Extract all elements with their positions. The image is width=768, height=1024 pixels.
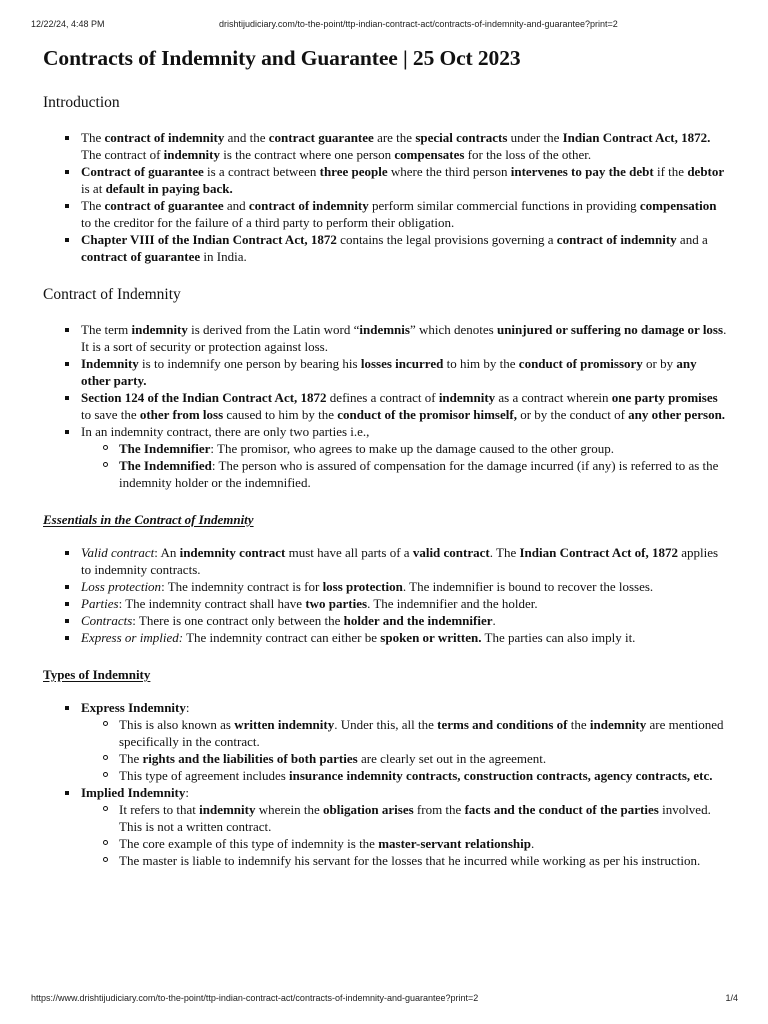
square-bullet-icon [65, 204, 69, 208]
circle-bullet-icon [103, 857, 108, 862]
bold-text: Implied Indemnity [81, 785, 186, 800]
square-bullet-icon [65, 602, 69, 606]
list-item-text [81, 164, 724, 196]
text-run: This type of agreement includes [119, 768, 290, 783]
bold-text: Indian Contract Act of, 1872 [519, 545, 678, 560]
text-run: are clearly set out in the agreement. [357, 751, 547, 766]
list-item-text [81, 579, 653, 594]
bold-text: compensates [394, 147, 465, 162]
bold-text: Express Indemnity [81, 700, 186, 715]
text-run: : [185, 785, 190, 800]
bold-text: indemnity contract [179, 545, 286, 560]
bold-text: Contract of guarantee [81, 164, 204, 179]
circle-bullet-icon [103, 755, 108, 760]
text-run: . The [489, 545, 520, 560]
text-run: and [223, 198, 249, 213]
square-bullet-icon [65, 362, 69, 366]
text-run: the [567, 717, 590, 732]
square-bullet-icon [65, 136, 69, 140]
bold-text: Section 124 of the Indian Contract Act, 1872 [81, 390, 327, 405]
text-run: : An [154, 545, 180, 560]
print-header [0, 19, 768, 33]
section-list-introduction [43, 129, 727, 265]
text-run: This is also known as [119, 717, 235, 732]
list-item-text [81, 130, 710, 162]
text-run: or by [642, 356, 677, 371]
bold-text: The Indemnified [119, 458, 212, 473]
section-heading-contract-of-indemnity: Contract of Indemnity [43, 286, 181, 303]
sub-bullet-list [81, 440, 727, 491]
bold-text: conduct of promissory [518, 356, 643, 371]
text-run: : The indemnity contract shall have [118, 596, 306, 611]
text-run: and a [676, 232, 708, 247]
text-run: is derived from the Latin word “ [187, 322, 360, 337]
square-bullet-icon [65, 396, 69, 400]
article-body [43, 72, 727, 869]
text-run: . [530, 836, 535, 851]
bold-text: master-servant relationship [378, 836, 531, 851]
list-item-text [119, 441, 614, 456]
bold-text: conduct of the promisor himself, [337, 407, 517, 422]
text-run: are mentioned specifically in the contract. [119, 717, 724, 749]
bold-text: any other person. [628, 407, 726, 422]
text-run: where the third person [387, 164, 511, 179]
bold-text: facts and the conduct of the parties [464, 802, 659, 817]
bold-text: rights and the liabilities of both parties [142, 751, 358, 766]
square-bullet-icon [65, 636, 69, 640]
section-list-contract-of-indemnity [43, 321, 727, 491]
list-item-text [81, 545, 718, 577]
text-run: is at [81, 181, 106, 196]
bold-text: intervenes to pay the debt [510, 164, 654, 179]
text-run: must have all parts of a [285, 545, 413, 560]
sub-list-item [81, 767, 727, 784]
bold-text: Indian Contract Act, 1872. [562, 130, 711, 145]
list-item-text [119, 751, 546, 766]
text-run: The term [81, 322, 132, 337]
list-item-text [81, 630, 635, 645]
bold-text: contract of indemnity [248, 198, 369, 213]
list-item [43, 197, 727, 231]
list-item [43, 163, 727, 197]
square-bullet-icon [65, 585, 69, 589]
text-run: to him by the [443, 356, 519, 371]
bold-text: The Indemnifier [119, 441, 211, 456]
section-list-types-of-indemnity [43, 699, 727, 869]
list-item-text [81, 390, 725, 422]
text-run: The [119, 751, 143, 766]
sub-bullet-list [81, 716, 727, 784]
list-item [43, 699, 727, 784]
text-run: . The indemnifier and the holder. [367, 596, 538, 611]
sub-bullet-list [81, 801, 727, 869]
square-bullet-icon [65, 238, 69, 242]
bold-text: uninjured or suffering no damage or loss [496, 322, 724, 337]
list-item [43, 321, 727, 355]
text-run: . The indemnifier is bound to recover the losses. [402, 579, 654, 594]
square-bullet-icon [65, 328, 69, 332]
sub-list-item [81, 750, 727, 767]
list-item-text [81, 356, 697, 388]
list-item-text [119, 768, 713, 783]
text-run: under the [507, 130, 563, 145]
text-run: is a contract between [203, 164, 320, 179]
list-item-text [81, 424, 369, 439]
bold-text: indemnity [199, 802, 256, 817]
bold-text: contract of indemnity [104, 130, 225, 145]
bold-text: terms and conditions of [437, 717, 568, 732]
list-item-text [81, 198, 716, 230]
bold-text: other from loss [139, 407, 224, 422]
bold-text: indemnity [163, 147, 220, 162]
text-run: : The promisor, who agrees to make up the damage caused to the other group. [210, 441, 614, 456]
bold-text: special contracts [415, 130, 508, 145]
text-run: The [81, 198, 105, 213]
list-item [43, 595, 727, 612]
list-item [43, 784, 727, 869]
circle-bullet-icon [103, 445, 108, 450]
list-item [43, 629, 727, 646]
sub-list-item [81, 457, 727, 491]
bold-text: obligation arises [323, 802, 414, 817]
text-run: or by the conduct of [516, 407, 629, 422]
bold-text: debtor [687, 164, 725, 179]
text-run: contains the legal provisions governing a [336, 232, 557, 247]
section-heading-introduction: Introduction [43, 94, 120, 111]
italic-text: Express or implied: [81, 630, 184, 645]
list-item-text [81, 613, 496, 628]
footer-url: https://www.drishtijudiciary.com/to-the-point/ttp-indian-contract-act/contracts-of-indemnity-and-guarantee?print=2 [31, 993, 479, 1003]
list-item-text [119, 458, 718, 490]
bold-text: indemnity [589, 717, 647, 732]
text-run: The contract of [81, 147, 164, 162]
list-item-text [81, 232, 708, 264]
page-title: Contracts of Indemnity and Guarantee | 25 Oct 2023 [43, 46, 521, 70]
bold-text: two parties [305, 596, 368, 611]
section-heading-types-of-indemnity: Types of Indemnity [43, 667, 151, 682]
section-list-essentials [43, 544, 727, 646]
list-item-text [81, 700, 190, 715]
bold-text: indemnis [359, 322, 410, 337]
text-run: It refers to that [119, 802, 200, 817]
bold-text: three people [319, 164, 388, 179]
bold-text: contract of guarantee [81, 249, 201, 264]
circle-bullet-icon [103, 772, 108, 777]
text-run: : The indemnity contract is for [161, 579, 323, 594]
sub-list-item [81, 716, 727, 750]
list-item [43, 423, 727, 491]
square-bullet-icon [65, 551, 69, 555]
sub-list-item [81, 440, 727, 457]
text-run: for the loss of the other. [464, 147, 592, 162]
text-run: The [81, 130, 105, 145]
list-item [43, 389, 727, 423]
text-run: : [185, 700, 190, 715]
text-run: to save the [81, 407, 140, 422]
text-run: are the [373, 130, 416, 145]
print-datetime: 12/22/24, 4:48 PM [31, 19, 105, 29]
bold-text: compensation [639, 198, 717, 213]
print-url: drishtijudiciary.com/to-the-point/ttp-indian-contract-act/contracts-of-indemnity-and-guarantee?print=2 [219, 19, 618, 29]
text-run: and the [224, 130, 269, 145]
text-run: The core example of this type of indemnity is the [119, 836, 379, 851]
square-bullet-icon [65, 430, 69, 434]
sub-list-item [81, 801, 727, 835]
circle-bullet-icon [103, 462, 108, 467]
list-item-text [81, 322, 726, 354]
section-heading-essentials: Essentials in the Contract of Indemnity [43, 512, 254, 527]
text-run: to the creditor for the failure of a third party to perform their obligation. [81, 215, 455, 230]
square-bullet-icon [65, 791, 69, 795]
square-bullet-icon [65, 706, 69, 710]
bold-text: written indemnity [234, 717, 335, 732]
sub-list-item [81, 852, 727, 869]
square-bullet-icon [65, 170, 69, 174]
bold-text: insurance indemnity contracts, construction contracts, agency contracts, etc. [289, 768, 713, 783]
bold-text: indemnity [438, 390, 496, 405]
text-run: from the [413, 802, 465, 817]
print-footer [0, 993, 768, 1007]
sub-list-item [81, 835, 727, 852]
text-run: perform similar commercial functions in providing [368, 198, 640, 213]
text-run: The indemnity contract can either be [183, 630, 381, 645]
bold-text: valid contract [412, 545, 490, 560]
page-number: 1/4 [725, 993, 738, 1003]
circle-bullet-icon [103, 806, 108, 811]
bold-text: contract of guarantee [104, 198, 224, 213]
text-run: The parties can also imply it. [481, 630, 636, 645]
bold-text: contract of indemnity [556, 232, 677, 247]
bold-text: losses incurred [360, 356, 444, 371]
bold-text: spoken or written. [380, 630, 482, 645]
list-item-text [119, 802, 711, 834]
list-item-text [119, 836, 534, 851]
article [43, 44, 727, 869]
text-run: applies to indemnity contracts. [81, 545, 719, 577]
list-item-text [81, 596, 538, 611]
bold-text: loss protection [322, 579, 403, 594]
square-bullet-icon [65, 619, 69, 623]
bold-text: Indemnity [81, 356, 139, 371]
text-run: : The person who is assured of compensation for the damage incurred (if any) is referred to as the indemnity holder or the indemnified. [119, 458, 719, 490]
list-item-text [119, 853, 700, 868]
text-run: . Under this, all the [334, 717, 438, 732]
list-item [43, 578, 727, 595]
bold-text: one party promises [611, 390, 718, 405]
bold-text: any other party. [81, 356, 697, 388]
italic-text: Loss protection [81, 579, 162, 594]
list-item [43, 231, 727, 265]
bold-text: Chapter VIII of the Indian Contract Act, 1872 [81, 232, 337, 247]
bold-text: holder and the indemnifier [343, 613, 493, 628]
text-run: ” which denotes [409, 322, 497, 337]
circle-bullet-icon [103, 840, 108, 845]
circle-bullet-icon [103, 721, 108, 726]
text-run: is the contract where one person [220, 147, 395, 162]
bold-text: indemnity [131, 322, 188, 337]
italic-text: Parties [81, 596, 119, 611]
italic-text: Valid contract [81, 545, 155, 560]
text-run: The master is liable to indemnify his servant for the losses that he incurred while working as per his instruction. [119, 853, 701, 868]
italic-text: Contracts [81, 613, 133, 628]
text-run: . It is a sort of security or protection against loss. [81, 322, 727, 354]
text-run: involved. This is not a written contract. [119, 802, 711, 834]
bold-text: default in paying back. [105, 181, 233, 196]
text-run: caused to him by the [223, 407, 338, 422]
list-item [43, 612, 727, 629]
text-run: if the [653, 164, 688, 179]
text-run: . [492, 613, 496, 628]
list-item [43, 355, 727, 389]
list-item [43, 129, 727, 163]
text-run: in India. [200, 249, 247, 264]
text-run: as a contract wherein [495, 390, 612, 405]
bold-text: contract guarantee [268, 130, 374, 145]
text-run: : There is one contract only between the [132, 613, 344, 628]
text-run: defines a contract of [326, 390, 439, 405]
list-item-text [119, 717, 724, 749]
list-item-text [81, 785, 189, 800]
text-run: wherein the [255, 802, 323, 817]
text-run: In an indemnity contract, there are only two parties i.e., [81, 424, 370, 439]
list-item [43, 544, 727, 578]
text-run: is to indemnify one person by bearing his [138, 356, 361, 371]
